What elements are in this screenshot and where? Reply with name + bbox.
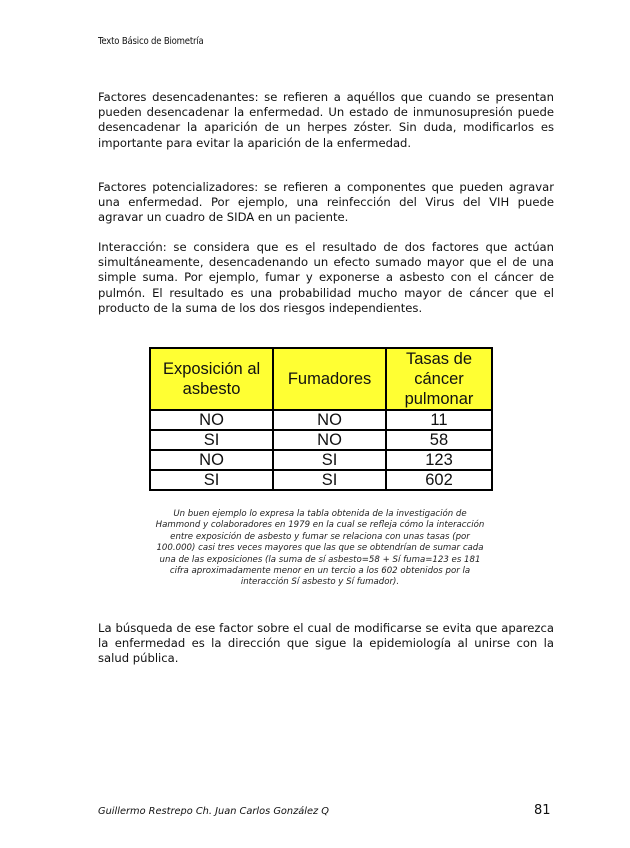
table-row <box>150 430 492 450</box>
running-header: Texto Básico de Biometría <box>98 36 204 47</box>
header-fumadores: Fumadores <box>273 348 386 410</box>
header-exposicion-asbesto: Exposición al asbesto <box>150 348 273 410</box>
footer-authors: Guillermo Restrepo Ch. Juan Carlos González Q <box>98 806 330 817</box>
table-cell: 11 <box>386 410 492 430</box>
table-cell: 602 <box>386 470 492 490</box>
table-cell: NO <box>273 410 386 430</box>
table-row <box>150 470 492 490</box>
table-cell: NO <box>150 450 273 470</box>
header-tasas-cancer: Tasas de cáncer pulmonar <box>386 348 492 410</box>
paragraph-interaccion: Interacción: se considera que es el resultado de dos factores que actúan simultáneamente, desencadenando un efecto sumado mayor que el de una simple suma. Por ejemplo, fumar y exponerse a asbesto con el cáncer de pulmón. El resultado es una probabilidad mucho mayor de cáncer que el producto de la suma de los dos riesgos independientes. <box>98 240 554 315</box>
table-cell: SI <box>273 470 386 490</box>
table-cell: NO <box>273 430 386 450</box>
table-cell: NO <box>150 410 273 430</box>
table-cell: 58 <box>386 430 492 450</box>
table-cell: SI <box>150 430 273 450</box>
paragraph-conclusion: La búsqueda de ese factor sobre el cual de modificarse se evita que aparezca la enfermedad es la dirección que sigue la epidemiología al unirse con la salud pública. <box>98 621 554 666</box>
paragraph-factores-potencializadores: Factores potencializadores: se refieren a componentes que pueden agravar una enfermedad. Por ejemplo, una reinfección del Virus del VIH puede agravar un cuadro de SIDA en un paciente. <box>98 180 554 225</box>
table-cell: SI <box>150 470 273 490</box>
asbestos-smoking-table <box>149 347 493 491</box>
table-header-row <box>150 348 492 410</box>
table-cell: 123 <box>386 450 492 470</box>
page-number: 81 <box>534 803 551 818</box>
paragraph-factores-desencadenantes: Factores desencadenantes: se refieren a aquéllos que cuando se presentan pueden desencadenar la enfermedad. Un estado de inmunosupresión puede desencadenar la aparición de un herpes zóster. Sin duda, modificarlos es importante para evitar la aparición de la enfermedad. <box>98 90 554 150</box>
table-cell: SI <box>273 450 386 470</box>
table-caption: Un buen ejemplo lo expresa la tabla obtenida de la investigación de Hammond y colaboradores en 1979 en la cual se refleja cómo la interacción entre exposición de asbesto y fumar se relaciona con unas tasas (por 100.000) casi tres veces mayores que las que se obtendrían de sumar cada una de las exposiciones (la suma de sí asbesto=58 + Sí fuma=123 es 181 cifra aproximadamente menor en un tercio a los 602 obtenidos por la interacción Sí asbesto y Sí fumador). <box>155 509 485 588</box>
table-row <box>150 450 492 470</box>
table-row <box>150 410 492 430</box>
